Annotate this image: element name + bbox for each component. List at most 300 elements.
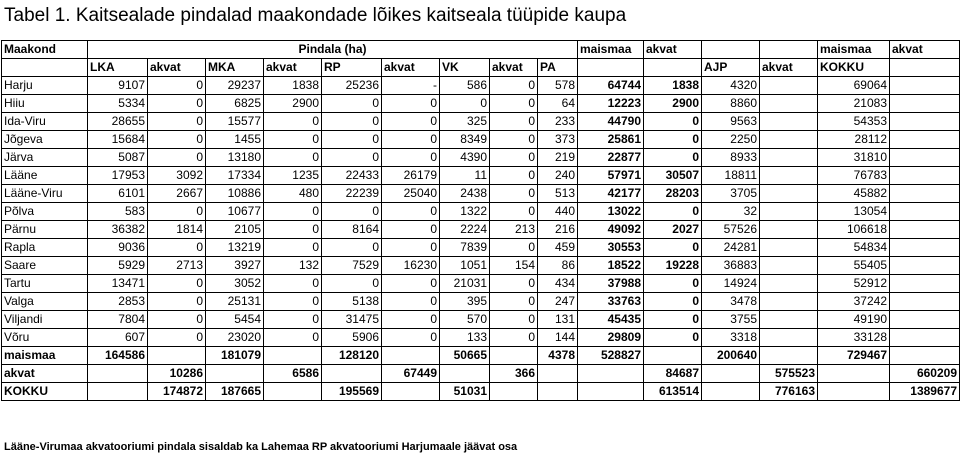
table-cell: 0 — [148, 311, 206, 329]
row-label: Järva — [2, 149, 88, 167]
table-cell: - — [382, 77, 440, 95]
table-cell: 28203 — [644, 185, 702, 203]
table-cell: 3927 — [206, 257, 264, 275]
table-cell: 0 — [644, 275, 702, 293]
table-cell: 15577 — [206, 113, 264, 131]
table-row — [2, 185, 960, 203]
table-cell: 0 — [382, 149, 440, 167]
table-cell — [890, 149, 960, 167]
table-cell — [760, 239, 818, 257]
table-cell: 128120 — [322, 347, 382, 365]
table-cell — [890, 275, 960, 293]
column-header: MKA — [206, 59, 264, 77]
table-title: Tabel 1. Kaitsealade pindalad maakondade lõikes kaitseala tüüpide kaupa — [4, 5, 627, 26]
table-cell: 31475 — [322, 311, 382, 329]
table-cell: 7839 — [440, 239, 490, 257]
table-cell: 0 — [148, 113, 206, 131]
table-cell: 0 — [490, 311, 538, 329]
table-cell: 0 — [644, 149, 702, 167]
table-cell — [890, 329, 960, 347]
table-cell — [578, 383, 644, 401]
table-cell: 36883 — [702, 257, 760, 275]
column-header: RP — [322, 59, 382, 77]
row-label: Lääne-Viru — [2, 185, 88, 203]
table-cell — [264, 383, 322, 401]
table-cell: 0 — [382, 203, 440, 221]
header-maismaa: maismaa — [578, 41, 644, 59]
table-cell — [760, 275, 818, 293]
table-cell: 24281 — [702, 239, 760, 257]
table-cell: 37988 — [578, 275, 644, 293]
table-cell — [760, 77, 818, 95]
table-cell: 164586 — [88, 347, 148, 365]
table-cell: 3318 — [702, 329, 760, 347]
column-header: akvat — [382, 59, 440, 77]
table-cell: 3092 — [148, 167, 206, 185]
table-row — [2, 383, 960, 401]
table-cell: 0 — [382, 221, 440, 239]
table-cell: 613514 — [644, 383, 702, 401]
table-cell: 586 — [440, 77, 490, 95]
table-cell — [760, 185, 818, 203]
column-header: AJP — [702, 59, 760, 77]
table-cell — [702, 383, 760, 401]
table-cell — [890, 257, 960, 275]
table-cell: 51031 — [440, 383, 490, 401]
table-cell: 0 — [264, 131, 322, 149]
header-empty — [702, 41, 760, 59]
table-cell: 0 — [264, 329, 322, 347]
table-cell: 10677 — [206, 203, 264, 221]
table-cell: 440 — [538, 203, 578, 221]
row-label: Tartu — [2, 275, 88, 293]
table-cell: 513 — [538, 185, 578, 203]
table-cell: 13022 — [578, 203, 644, 221]
row-label: Pärnu — [2, 221, 88, 239]
table-cell: 575523 — [760, 365, 818, 383]
table-cell: 0 — [644, 329, 702, 347]
table-cell: 3755 — [702, 311, 760, 329]
table-cell: 0 — [644, 113, 702, 131]
column-header — [890, 59, 960, 77]
table-cell — [538, 383, 578, 401]
column-header: VK — [440, 59, 490, 77]
table-cell: 233 — [538, 113, 578, 131]
table-cell — [760, 149, 818, 167]
table-cell: 154 — [490, 257, 538, 275]
table-cell — [890, 95, 960, 113]
table-cell: 8349 — [440, 131, 490, 149]
table-cell — [890, 293, 960, 311]
table-cell: 1389677 — [890, 383, 960, 401]
table-cell — [890, 221, 960, 239]
table-cell — [890, 113, 960, 131]
header-empty — [2, 59, 88, 77]
table-cell: 25861 — [578, 131, 644, 149]
table-cell: 67449 — [382, 365, 440, 383]
table-cell: 17953 — [88, 167, 148, 185]
table-cell: 3705 — [702, 185, 760, 203]
column-header — [578, 59, 644, 77]
table-cell: 0 — [264, 275, 322, 293]
table-cell: 0 — [382, 95, 440, 113]
table-cell: 9107 — [88, 77, 148, 95]
table-cell — [490, 383, 538, 401]
table-cell — [702, 365, 760, 383]
table-cell — [890, 167, 960, 185]
table-cell: 52912 — [818, 275, 890, 293]
row-label: Jõgeva — [2, 131, 88, 149]
table-cell: 0 — [644, 311, 702, 329]
table-cell: 213 — [490, 221, 538, 239]
table-cell: 1838 — [644, 77, 702, 95]
table-row — [2, 275, 960, 293]
table-cell: 2250 — [702, 131, 760, 149]
table-cell: 607 — [88, 329, 148, 347]
column-header: PA — [538, 59, 578, 77]
table-cell: 29809 — [578, 329, 644, 347]
table-cell: 1455 — [206, 131, 264, 149]
table-cell: 22239 — [322, 185, 382, 203]
row-label: Võru — [2, 329, 88, 347]
table-cell: 5454 — [206, 311, 264, 329]
table-cell: 21083 — [818, 95, 890, 113]
table-cell: 64 — [538, 95, 578, 113]
header-maismaa-total: maismaa — [818, 41, 890, 59]
table-cell — [538, 365, 578, 383]
table-cell: 15684 — [88, 131, 148, 149]
table-cell: 0 — [382, 311, 440, 329]
table-cell: 76783 — [818, 167, 890, 185]
table-cell — [890, 239, 960, 257]
column-header — [644, 59, 702, 77]
table-cell: 0 — [148, 329, 206, 347]
table-cell: 25040 — [382, 185, 440, 203]
table-cell — [760, 95, 818, 113]
table-cell: 31810 — [818, 149, 890, 167]
table-cell: 18811 — [702, 167, 760, 185]
table-row — [2, 113, 960, 131]
table-cell: 0 — [264, 293, 322, 311]
table-cell: 29237 — [206, 77, 264, 95]
table-cell: 0 — [382, 275, 440, 293]
table-cell: 44790 — [578, 113, 644, 131]
table-cell: 16230 — [382, 257, 440, 275]
table-cell: 195569 — [322, 383, 382, 401]
table-cell: 729467 — [818, 347, 890, 365]
table-cell — [490, 347, 538, 365]
table-cell: 660209 — [890, 365, 960, 383]
table-cell: 0 — [322, 275, 382, 293]
table-cell: 1235 — [264, 167, 322, 185]
table-cell: 28112 — [818, 131, 890, 149]
table-cell — [578, 365, 644, 383]
row-label: akvat — [2, 365, 88, 383]
table-cell: 12223 — [578, 95, 644, 113]
row-label: Saare — [2, 257, 88, 275]
header-row-2 — [2, 59, 960, 77]
table-cell: 0 — [644, 293, 702, 311]
table-cell: 49092 — [578, 221, 644, 239]
table-cell: 2713 — [148, 257, 206, 275]
table-cell: 13054 — [818, 203, 890, 221]
table-cell — [88, 365, 148, 383]
table-row — [2, 167, 960, 185]
table-cell: 0 — [490, 203, 538, 221]
table-cell: 54353 — [818, 113, 890, 131]
table-cell: 8164 — [322, 221, 382, 239]
table-cell: 0 — [264, 239, 322, 257]
table-cell: 10286 — [148, 365, 206, 383]
table-cell: 13180 — [206, 149, 264, 167]
table-cell: 9563 — [702, 113, 760, 131]
header-empty — [760, 41, 818, 59]
table-cell: 578 — [538, 77, 578, 95]
table-cell: 0 — [490, 131, 538, 149]
table-cell: 0 — [644, 239, 702, 257]
table-cell: 0 — [382, 293, 440, 311]
table-cell: 174872 — [148, 383, 206, 401]
table-cell: 14924 — [702, 275, 760, 293]
table-cell: 5138 — [322, 293, 382, 311]
table-cell: 0 — [490, 77, 538, 95]
table-cell: 0 — [148, 131, 206, 149]
table-cell — [760, 257, 818, 275]
table-cell: 1051 — [440, 257, 490, 275]
table-cell: 0 — [490, 167, 538, 185]
row-label: Ida-Viru — [2, 113, 88, 131]
row-label: maismaa — [2, 347, 88, 365]
table-cell: 2853 — [88, 293, 148, 311]
table-cell: 2027 — [644, 221, 702, 239]
table-cell: 18522 — [578, 257, 644, 275]
table-cell: 0 — [490, 275, 538, 293]
table-cell — [760, 293, 818, 311]
table-cell: 2438 — [440, 185, 490, 203]
table-cell: 0 — [490, 149, 538, 167]
table-cell: 0 — [264, 149, 322, 167]
table-cell: 50665 — [440, 347, 490, 365]
table-cell: 240 — [538, 167, 578, 185]
table-cell: 0 — [148, 275, 206, 293]
table-cell: 0 — [382, 239, 440, 257]
table-row — [2, 131, 960, 149]
column-header: KOKKU — [818, 59, 890, 77]
table-cell: 57971 — [578, 167, 644, 185]
table-row — [2, 257, 960, 275]
table-cell: 0 — [644, 131, 702, 149]
table-cell: 57526 — [702, 221, 760, 239]
table-cell: 30553 — [578, 239, 644, 257]
table-row — [2, 329, 960, 347]
table-cell: 5906 — [322, 329, 382, 347]
row-label: Põlva — [2, 203, 88, 221]
table-cell: 325 — [440, 113, 490, 131]
table-cell: 9036 — [88, 239, 148, 257]
table-cell: 0 — [148, 77, 206, 95]
table-cell: 0 — [148, 95, 206, 113]
table-cell — [440, 365, 490, 383]
row-label: Lääne — [2, 167, 88, 185]
table-cell: 459 — [538, 239, 578, 257]
table-row — [2, 149, 960, 167]
table-cell: 32 — [702, 203, 760, 221]
table-cell: 0 — [382, 131, 440, 149]
column-header: akvat — [148, 59, 206, 77]
table-cell — [818, 365, 890, 383]
table-cell: 0 — [440, 95, 490, 113]
table-cell: 22877 — [578, 149, 644, 167]
table-cell — [890, 131, 960, 149]
table-cell — [890, 77, 960, 95]
table-cell: 583 — [88, 203, 148, 221]
table-cell — [890, 311, 960, 329]
table-cell: 0 — [148, 293, 206, 311]
table-cell: 36382 — [88, 221, 148, 239]
table-row — [2, 221, 960, 239]
table-cell: 434 — [538, 275, 578, 293]
table-cell: 6101 — [88, 185, 148, 203]
table-cell: 22433 — [322, 167, 382, 185]
table-cell — [148, 347, 206, 365]
table-cell — [760, 221, 818, 239]
table-cell: 776163 — [760, 383, 818, 401]
header-maakond: Maakond — [2, 41, 88, 59]
table-cell: 86 — [538, 257, 578, 275]
table-cell: 7529 — [322, 257, 382, 275]
table-cell: 13219 — [206, 239, 264, 257]
table-cell — [644, 347, 702, 365]
table-cell: 3052 — [206, 275, 264, 293]
table-cell: 0 — [490, 239, 538, 257]
table-cell: 6586 — [264, 365, 322, 383]
table-cell — [760, 203, 818, 221]
table-cell: 21031 — [440, 275, 490, 293]
table-cell: 2900 — [264, 95, 322, 113]
table-cell: 33128 — [818, 329, 890, 347]
table-cell: 55405 — [818, 257, 890, 275]
header-pindala: Pindala (ha) — [88, 41, 578, 59]
table-cell: 0 — [264, 113, 322, 131]
table-cell: 84687 — [644, 365, 702, 383]
table-cell: 0 — [322, 149, 382, 167]
table-cell: 0 — [490, 329, 538, 347]
table-cell: 528827 — [578, 347, 644, 365]
table-cell: 0 — [322, 95, 382, 113]
table-cell — [88, 383, 148, 401]
table-cell: 366 — [490, 365, 538, 383]
table-cell: 0 — [490, 113, 538, 131]
table-row — [2, 311, 960, 329]
table-cell: 480 — [264, 185, 322, 203]
table-cell — [322, 365, 382, 383]
table-cell: 219 — [538, 149, 578, 167]
table-cell — [264, 347, 322, 365]
table-cell — [890, 347, 960, 365]
row-label: Valga — [2, 293, 88, 311]
table-cell: 33763 — [578, 293, 644, 311]
table-cell — [760, 311, 818, 329]
table-cell: 2105 — [206, 221, 264, 239]
table-cell: 4320 — [702, 77, 760, 95]
table-cell — [760, 329, 818, 347]
table-cell — [760, 131, 818, 149]
table-cell: 25236 — [322, 77, 382, 95]
table-cell: 30507 — [644, 167, 702, 185]
column-header: akvat — [760, 59, 818, 77]
column-header: akvat — [490, 59, 538, 77]
table-cell — [382, 383, 440, 401]
table-cell: 187665 — [206, 383, 264, 401]
table-cell: 1814 — [148, 221, 206, 239]
header-row-1 — [2, 41, 960, 59]
table-cell: 17334 — [206, 167, 264, 185]
table-cell: 42177 — [578, 185, 644, 203]
table-cell: 64744 — [578, 77, 644, 95]
table-cell: 11 — [440, 167, 490, 185]
table-cell: 4378 — [538, 347, 578, 365]
table-cell: 37242 — [818, 293, 890, 311]
table-cell: 133 — [440, 329, 490, 347]
table-cell: 69064 — [818, 77, 890, 95]
table-cell: 373 — [538, 131, 578, 149]
table-cell: 8933 — [702, 149, 760, 167]
table-row — [2, 293, 960, 311]
table-cell: 0 — [322, 113, 382, 131]
table-cell — [382, 347, 440, 365]
table-cell: 5929 — [88, 257, 148, 275]
data-table — [1, 40, 960, 401]
table-row — [2, 347, 960, 365]
table-cell: 19228 — [644, 257, 702, 275]
table-cell: 0 — [148, 203, 206, 221]
row-label: Hiiu — [2, 95, 88, 113]
table-cell: 45435 — [578, 311, 644, 329]
table-cell: 395 — [440, 293, 490, 311]
table-cell: 0 — [264, 221, 322, 239]
table-cell: 144 — [538, 329, 578, 347]
table-cell: 5087 — [88, 149, 148, 167]
table-cell: 3478 — [702, 293, 760, 311]
table-cell — [760, 167, 818, 185]
table-cell: 2224 — [440, 221, 490, 239]
table-cell: 0 — [490, 95, 538, 113]
table-cell: 247 — [538, 293, 578, 311]
table-cell: 49190 — [818, 311, 890, 329]
table-cell: 0 — [322, 131, 382, 149]
table-cell — [206, 365, 264, 383]
table-cell: 200640 — [702, 347, 760, 365]
table-cell: 1322 — [440, 203, 490, 221]
row-label: Rapla — [2, 239, 88, 257]
table-row — [2, 239, 960, 257]
table-cell: 0 — [148, 149, 206, 167]
table-cell: 7804 — [88, 311, 148, 329]
table-cell: 4390 — [440, 149, 490, 167]
table-cell: 0 — [490, 293, 538, 311]
table-cell: 0 — [322, 203, 382, 221]
table-cell: 131 — [538, 311, 578, 329]
table-cell: 0 — [382, 329, 440, 347]
table-cell: 26179 — [382, 167, 440, 185]
table-cell: 106618 — [818, 221, 890, 239]
table-cell: 2900 — [644, 95, 702, 113]
column-header: akvat — [264, 59, 322, 77]
table-cell — [890, 203, 960, 221]
table-cell: 13471 — [88, 275, 148, 293]
row-label: Viljandi — [2, 311, 88, 329]
table-row — [2, 203, 960, 221]
